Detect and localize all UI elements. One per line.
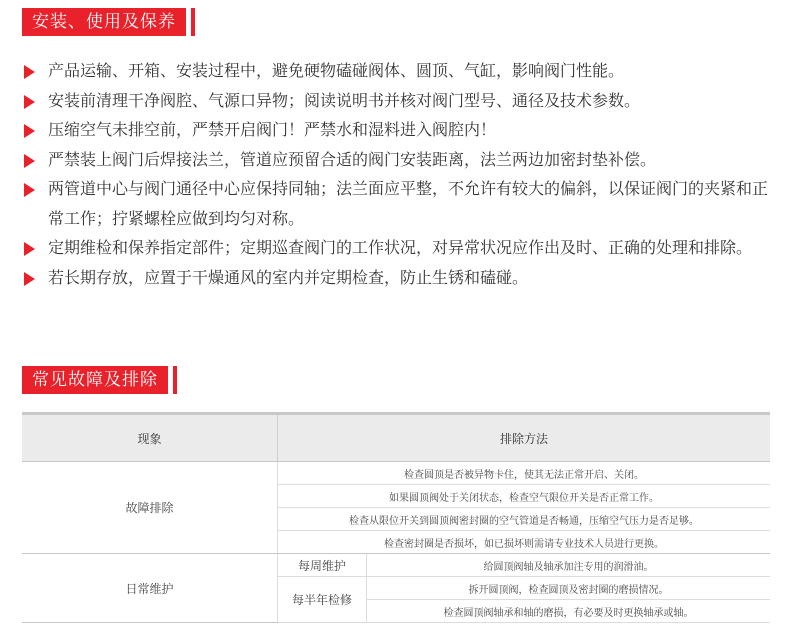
list-item-text: 压缩空气未排空前，严禁开启阀门！严禁水和湿料进入阀腔内！	[48, 120, 497, 139]
list-item-text: 定期维检和保养指定部件；定期巡查阀门的工作状况，对异常状况应作出及时、正确的处理和排除。	[48, 238, 753, 257]
table-cell: 如果圆顶阀处于关闭状态，检查空气限位开关是否正常工作。	[278, 485, 771, 508]
list-item-text: 产品运输、开箱、安装过程中，避免硬物磕碰阀体、圆顶、气缸，影响阀门性能。	[48, 61, 625, 80]
list-item	[22, 174, 782, 233]
installation-guide-list	[22, 56, 782, 292]
list-item-text: 严禁装上阀门后焊接法兰，管道应预留合适的阀门安装距离，法兰两边加密封垫补偿。	[48, 149, 657, 169]
list-item	[22, 233, 782, 263]
triangle-right-icon	[24, 124, 35, 138]
column-header-phenomenon: 现象	[22, 414, 278, 462]
table-row	[22, 554, 770, 577]
list-item-text: 两管道中心与阀门通径中心应保持同轴；法兰面应平整，不允许有较大的偏斜，以保证阀门的夹紧和正常工作；拧紧螺栓应做到均匀对称。	[48, 179, 769, 228]
category-maintenance: 日常维护	[22, 554, 278, 623]
list-item	[22, 86, 782, 116]
section-header-installation	[22, 8, 195, 36]
table-row	[22, 462, 770, 485]
subcategory-weekly: 每周维护	[278, 554, 367, 577]
subcategory-halfyear: 每半年检修	[278, 577, 367, 623]
list-item	[22, 263, 782, 293]
section-title-troubleshooting: 常见故障及排除	[22, 366, 168, 394]
section-header-troubleshooting	[22, 366, 177, 394]
triangle-right-icon	[24, 272, 35, 286]
column-header-method: 排除方法	[278, 414, 771, 462]
troubleshooting-table	[22, 412, 770, 623]
table-cell: 检查密封圈是否损坏，如已损坏则需请专业技术人员进行更换。	[278, 531, 771, 554]
table-cell: 检查从限位开关到圆顶阀密封圈的空气管道是否畅通，压缩空气压力是否足够。	[278, 508, 771, 531]
table-cell: 检查圆顶阀轴承和轴的磨损，有必要及时更换轴承或轴。	[367, 600, 771, 623]
triangle-right-icon	[24, 95, 35, 109]
list-item	[22, 115, 782, 145]
section-title-bar	[191, 8, 195, 36]
triangle-right-icon	[24, 65, 35, 79]
table-cell: 给圆顶阀轴及轴承加注专用的润滑油。	[367, 554, 771, 577]
list-item-text: 若长期存放，应置于干燥通风的室内并定期检查，防止生锈和磕碰。	[48, 267, 529, 287]
category-fault: 故障排除	[22, 462, 278, 554]
triangle-right-icon	[24, 183, 35, 197]
list-item	[22, 145, 782, 175]
table-cell: 检查圆顶是否被异物卡住，使其无法正常开启、关闭。	[278, 462, 771, 485]
table-cell: 拆开圆顶阀，检查圆顶及密封圈的磨损情况。	[367, 577, 771, 600]
section-title-bar	[173, 366, 177, 394]
section-title-installation: 安装、使用及保养	[22, 8, 186, 36]
table-header-row	[22, 414, 770, 462]
list-item	[22, 56, 782, 86]
triangle-right-icon	[24, 242, 35, 256]
triangle-right-icon	[24, 154, 35, 168]
list-item-text: 安装前清理干净阀腔、气源口异物；阅读说明书并核对阀门型号、通径及技术参数。	[48, 90, 641, 110]
